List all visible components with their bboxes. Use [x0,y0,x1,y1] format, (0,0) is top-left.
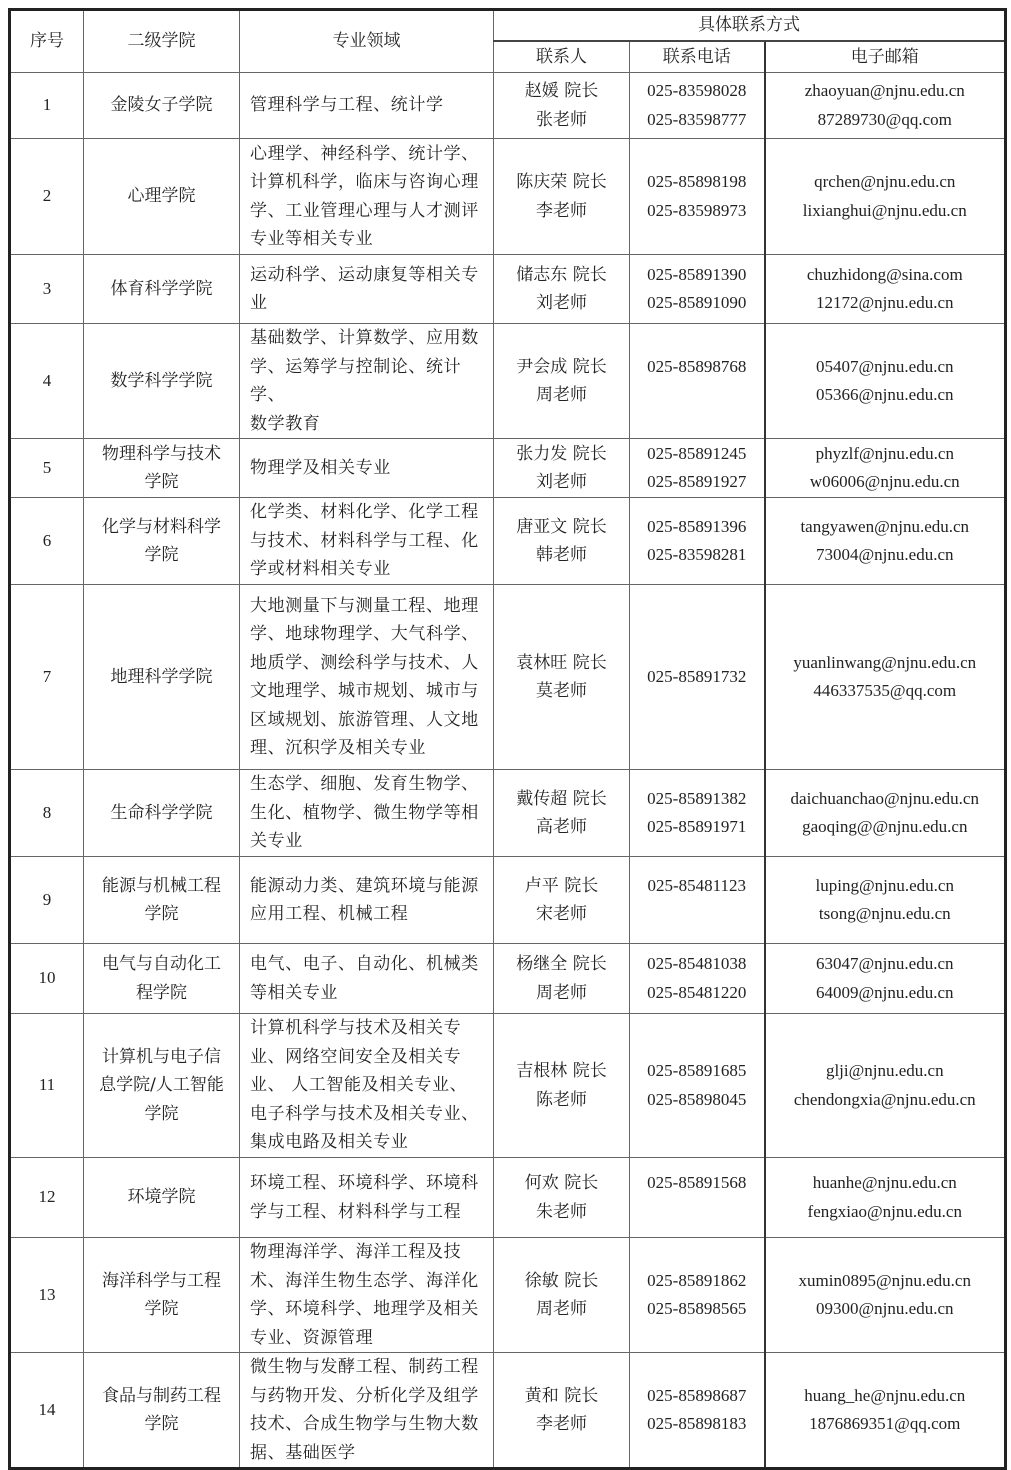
contact-person-line: 储志东 院长 [516,264,607,285]
header-contact-group: 具体联系方式 [494,10,1006,41]
row-number: 3 [10,255,84,324]
email-address[interactable]: qrchen@njnu.edu.cn [814,172,956,191]
specialty-field-line: 等相关专业 [250,982,338,1003]
specialty-field [240,439,494,498]
specialty-field-line: 理、沉积学及相关专业 [250,738,426,758]
contact-phone [630,585,765,770]
specialty-field-line: 地质学、测绘科学与技术、人 [250,652,479,673]
phone-number: 025-85891396 [647,516,747,536]
college-name [84,139,240,255]
table-row [10,1238,1006,1353]
specialty-field-line: 计算机科学，临床与咨询心理 [250,172,479,192]
contact-phone [630,857,765,944]
phone-number: 025-85891090 [647,293,747,312]
contact-email [765,585,1006,770]
table-row [10,1014,1006,1158]
contact-phone [630,498,765,585]
email-address[interactable]: 1876869351@qq.com [809,1414,961,1433]
college-name-line: 学院 [144,1103,179,1124]
table-row [10,498,1006,585]
email-address[interactable]: 12172@njnu.edu.cn [816,293,954,312]
contact-person-line: 周老师 [536,1299,587,1319]
college-name-line: 程学院 [136,982,187,1003]
email-address[interactable]: 87289730@qq.com [817,109,952,129]
header-contact-person: 联系人 [494,41,630,73]
table-row [10,324,1006,439]
email-address[interactable]: 63047@njnu.edu.cn [816,954,954,973]
email-address[interactable]: luping@njnu.edu.cn [815,875,954,895]
specialty-field-line: 与技术、材料科学与工程、化 [250,530,479,551]
specialty-field-line: 学、运筹学与控制论、统计学、 [250,356,462,405]
contact-person [494,585,630,770]
specialty-field [240,1158,494,1238]
header-college: 二级学院 [84,10,240,73]
specialty-field-line: 大地测量下与测量工程、地理 [250,595,479,616]
phone-number: 025-85481123 [647,875,747,895]
contact-email [765,1158,1006,1238]
college-name [84,1158,240,1238]
email-address[interactable]: lixianghui@njnu.edu.cn [802,200,967,220]
row-number: 4 [10,324,84,439]
specialty-field-line: 区域规划、旅游管理、人文地 [250,709,479,730]
email-address[interactable]: chuzhidong@sina.com [806,264,963,284]
college-name-line: 环境学院 [127,1187,196,1208]
contact-phone [630,1158,765,1238]
table-row [10,857,1006,944]
contact-person-line: 刘老师 [536,472,587,492]
contact-person-line: 黄和 院长 [524,1385,599,1406]
row-number: 12 [10,1158,84,1238]
phone-number: 025-83598281 [647,545,747,564]
college-name [84,1014,240,1158]
phone-number: 025-85891685 [647,1061,747,1080]
table-row [10,139,1006,255]
contact-person-line: 张力发 院长 [516,443,607,464]
row-number: 2 [10,139,84,255]
specialty-field-line: 环境工程、环境科学、环境科 [250,1173,479,1193]
specialty-field-line: 基础数学、计算数学、应用数 [250,328,479,348]
table-body [10,73,1006,1469]
email-address[interactable]: tangyawen@njnu.edu.cn [800,516,970,536]
row-number: 7 [10,585,84,770]
contact-phone [630,324,765,439]
college-name-line: 计算机与电子信 [102,1046,221,1067]
email-address[interactable]: zhaoyuan@njnu.edu.cn [804,81,965,100]
contact-email [765,139,1006,255]
email-address[interactable]: chendongxia@njnu.edu.cn [793,1089,976,1109]
specialty-field [240,1353,494,1469]
college-name [84,944,240,1014]
contact-person [494,857,630,944]
email-address[interactable]: gaoqing@@njnu.edu.cn [802,817,968,836]
contact-person-line: 尹会成 院长 [516,356,607,377]
college-name [84,770,240,857]
phone-number: 025-85891245 [647,443,747,463]
row-number: 10 [10,944,84,1014]
email-address[interactable]: 09300@njnu.edu.cn [816,1299,954,1318]
specialty-field [240,324,494,439]
email-address[interactable]: xumin0895@njnu.edu.cn [798,1270,971,1290]
college-name-line: 生命科学学院 [110,802,213,823]
email-address[interactable]: huanhe@njnu.edu.cn [812,1173,957,1192]
contact-phone [630,770,765,857]
phone-number: 025-85481038 [647,954,747,973]
contact-person-line: 刘老师 [536,293,587,313]
phone-number: 025-85898687 [647,1385,747,1405]
specialty-field-line: 生化、植物学、微生物学等相 [250,802,479,823]
college-name-line: 能源与机械工程 [102,875,221,896]
contact-person-line: 韩老师 [536,545,587,565]
email-address[interactable]: yuanlinwang@njnu.edu.cn [793,652,977,672]
phone-number: 025-85898183 [647,1414,747,1433]
contact-person-line: 周老师 [536,385,587,405]
email-address[interactable]: 05407@njnu.edu.cn [816,356,954,376]
phone-number: 025-85898768 [647,356,747,376]
email-address[interactable]: phyzlf@njnu.edu.cn [815,443,954,463]
email-address[interactable]: 05366@njnu.edu.cn [816,385,954,404]
specialty-field-line: 关专业 [250,831,303,852]
table-row [10,1158,1006,1238]
contact-person-line: 唐亚文 院长 [516,516,607,537]
specialty-field-line: 心理学、神经科学、统计学、 [250,143,479,164]
specialty-field-line: 计算机科学与技术及相关专 [250,1018,462,1039]
specialty-field-line: 技术、合成生物学与生物大数 [250,1414,479,1434]
email-address[interactable]: fengxiao@njnu.edu.cn [807,1201,962,1221]
contact-email [765,770,1006,857]
college-name [84,73,240,139]
specialty-field-line: 能源动力类、建筑环境与能源 [250,875,479,896]
phone-number: 025-85891862 [647,1270,747,1290]
college-name-line: 物理科学与技术 [102,443,221,464]
specialty-field-line: 业 [250,293,268,313]
college-name-line: 学院 [144,1414,179,1434]
phone-number: 025-85481220 [647,982,747,1002]
college-name-line: 学院 [144,1299,179,1319]
contact-person [494,73,630,139]
college-name-line: 电气与自动化工 [102,954,221,974]
contact-person-line: 高老师 [536,817,587,837]
header-no: 序号 [10,10,84,73]
contact-phone [630,255,765,324]
specialty-field-line: 化学类、材料化学、化学工程 [250,502,479,523]
phone-number: 025-85898198 [647,172,747,191]
specialty-field [240,1014,494,1158]
specialty-field-line: 学与工程、材料科学与工程 [250,1201,462,1222]
contact-email [765,73,1006,139]
header-phone: 联系电话 [630,41,765,73]
specialty-field [240,770,494,857]
phone-number: 025-85891390 [647,264,747,284]
specialty-field-line: 学、环境科学、地理学及相关 [250,1299,479,1319]
specialty-field-line: 据、基础医学 [250,1442,356,1463]
contact-person-line: 莫老师 [536,681,587,701]
specialty-field-line: 微生物与发酵工程、制药工程 [250,1357,479,1377]
contact-person [494,439,630,498]
contact-email [765,944,1006,1014]
contact-person-line: 朱老师 [536,1201,587,1222]
table-row [10,585,1006,770]
contact-person-line: 李老师 [536,200,587,221]
phone-number: 025-83598777 [647,109,747,129]
contact-person-line: 袁林旺 院长 [516,652,607,673]
contact-email [765,1353,1006,1469]
email-address[interactable]: 64009@njnu.edu.cn [816,982,954,1002]
email-address[interactable]: w06006@njnu.edu.cn [809,472,960,491]
specialty-field [240,944,494,1014]
contact-email [765,439,1006,498]
email-address[interactable]: 73004@njnu.edu.cn [816,545,954,564]
specialty-field-line: 应用工程、机械工程 [250,904,409,924]
specialty-field-line: 学或材料相关专业 [250,559,391,580]
college-name-line: 食品与制药工程 [102,1385,221,1406]
email-address[interactable]: daichuanchao@njnu.edu.cn [790,788,979,808]
contact-person-line: 何欢 院长 [524,1173,599,1193]
specialty-field [240,73,494,139]
college-name [84,439,240,498]
phone-number: 025-85891971 [647,817,747,836]
table-row [10,255,1006,324]
email-address[interactable]: tsong@njnu.edu.cn [818,904,951,923]
row-number: 13 [10,1238,84,1353]
table-row [10,73,1006,139]
contact-person-line: 陈庆荣 院长 [516,172,607,192]
phone-number: 025-83598028 [647,81,747,100]
contact-person [494,255,630,324]
row-number: 6 [10,498,84,585]
header-field: 专业领域 [240,10,494,73]
contact-person [494,324,630,439]
contact-person-line: 张老师 [536,109,587,130]
email-address[interactable]: glji@njnu.edu.cn [825,1061,944,1080]
contact-person-line: 李老师 [536,1414,587,1434]
contact-person [494,1158,630,1238]
header-email: 电子邮箱 [765,41,1006,73]
college-name-line: 金陵女子学院 [110,95,213,116]
college-name-line: 心理学院 [127,186,196,207]
row-number: 9 [10,857,84,944]
contact-phone [630,1353,765,1469]
contact-person [494,1238,630,1353]
phone-number: 025-85891927 [647,472,747,491]
specialty-field [240,498,494,585]
college-name [84,255,240,324]
table-row [10,944,1006,1014]
specialty-field-line: 数学教育 [250,413,321,434]
college-name-line: 地理科学学院 [110,666,213,687]
college-name-line: 学院 [144,904,179,924]
college-name-line: 数学科学学院 [110,370,213,391]
phone-number: 025-83598973 [647,200,747,220]
specialty-field [240,255,494,324]
table-row [10,1353,1006,1469]
college-name [84,585,240,770]
contact-person [494,1353,630,1469]
specialty-field-line: 生态学、细胞、发育生物学、 [250,774,479,795]
college-name-line: 息学院/人工智能 [99,1075,224,1096]
contact-table [8,8,1007,1470]
email-address[interactable]: 446337535@qq.com [813,681,957,700]
row-number: 11 [10,1014,84,1158]
specialty-field-line: 电气、电子、自动化、机械类 [250,954,479,974]
contact-phone [630,139,765,255]
college-name-line: 学院 [144,472,179,492]
specialty-field-line: 集成电路及相关专业 [250,1132,409,1153]
specialty-field-line: 与药物开发、分析化学及组学 [250,1385,479,1406]
specialty-field-line: 物理海洋学、海洋工程及技 [250,1242,462,1262]
contact-email [765,498,1006,585]
row-number: 14 [10,1353,84,1469]
contact-person-line: 戴传超 院长 [516,788,607,809]
row-number: 8 [10,770,84,857]
college-name [84,324,240,439]
contact-person [494,1014,630,1158]
contact-person-line: 杨继全 院长 [516,954,607,974]
contact-person-line: 赵媛 院长 [524,81,599,101]
specialty-field-line: 术、海洋生物生态学、海洋化 [250,1270,479,1291]
contact-email [765,857,1006,944]
phone-number: 025-85891382 [647,788,747,808]
contact-person-line: 徐敏 院长 [524,1270,599,1291]
college-name [84,498,240,585]
contact-email [765,1238,1006,1353]
college-name-line: 体育科学学院 [110,278,213,299]
specialty-field-line: 学、地球物理学、大气科学、 [250,624,479,644]
specialty-field-line: 文地理学、城市规划、城市与 [250,681,479,701]
contact-phone [630,1014,765,1158]
specialty-field-line: 管理科学与工程、统计学 [250,95,444,116]
contact-phone [630,1238,765,1353]
specialty-field-line: 业、网络空间安全及相关专 [250,1046,462,1067]
contact-person-line: 陈老师 [536,1089,587,1110]
contact-email [765,1014,1006,1158]
specialty-field [240,857,494,944]
phone-number: 025-85898045 [647,1089,747,1109]
contact-phone [630,439,765,498]
college-name-line: 学院 [144,545,179,565]
specialty-field-line: 学、工业管理心理与人才测评 [250,200,479,221]
contact-email [765,255,1006,324]
phone-number: 025-85891568 [647,1173,747,1193]
phone-number: 025-85898565 [647,1299,747,1318]
contact-phone [630,944,765,1014]
specialty-field [240,585,494,770]
contact-person [494,944,630,1014]
table-row [10,439,1006,498]
specialty-field-line: 专业、资源管理 [250,1327,374,1348]
college-name-line: 化学与材料科学 [102,516,221,537]
contact-email [765,324,1006,439]
specialty-field-line: 专业等相关专业 [250,229,374,249]
contact-phone [630,73,765,139]
contact-person-line: 吉根林 院长 [516,1061,607,1081]
contact-person-line: 周老师 [536,982,587,1003]
college-name [84,857,240,944]
contact-person [494,770,630,857]
college-name [84,1353,240,1469]
specialty-field [240,1238,494,1353]
college-name [84,1238,240,1353]
contact-person [494,498,630,585]
row-number: 1 [10,73,84,139]
phone-number: 025-85891732 [647,666,747,686]
specialty-field [240,139,494,255]
specialty-field-line: 电子科学与技术及相关专业、 [250,1103,479,1124]
contact-person-line: 卢平 院长 [524,875,599,896]
row-number: 5 [10,439,84,498]
specialty-field-line: 运动科学、运动康复等相关专 [250,264,479,285]
contact-person [494,139,630,255]
specialty-field-line: 物理学及相关专业 [250,457,391,478]
table-row [10,770,1006,857]
specialty-field-line: 业、 人工智能及相关专业、 [250,1075,468,1096]
college-name-line: 海洋科学与工程 [102,1270,221,1291]
contact-person-line: 宋老师 [536,904,587,924]
email-address[interactable]: huang_he@njnu.edu.cn [804,1385,966,1405]
